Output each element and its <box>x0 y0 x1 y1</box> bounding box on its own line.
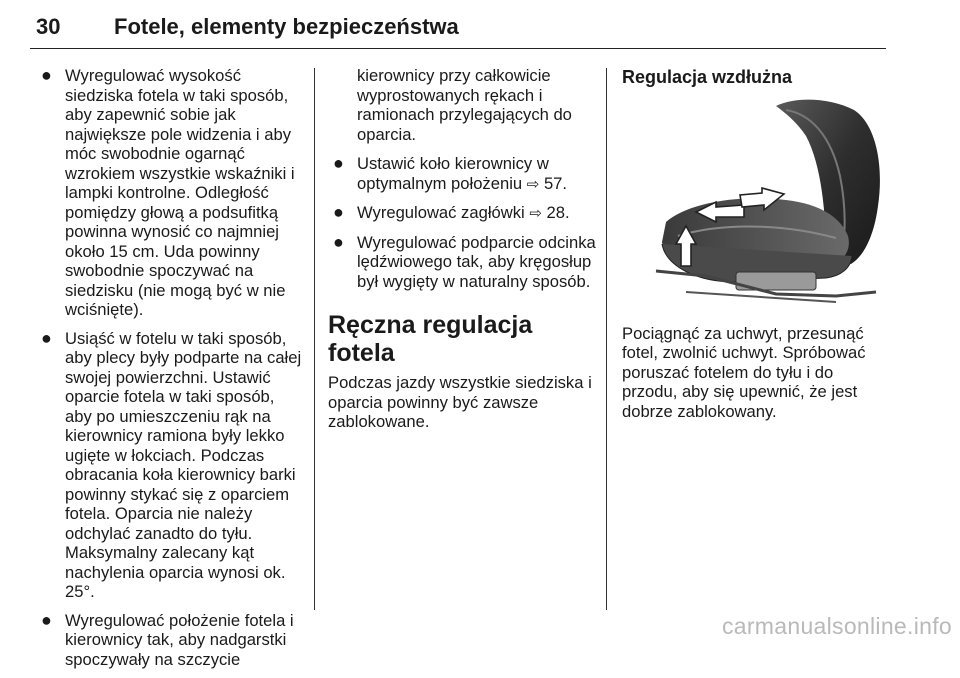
reference-arrow-icon[interactable]: ⇨ <box>529 205 542 222</box>
seat-adjustment-illustration <box>626 96 888 310</box>
page-reference[interactable]: 57. <box>543 173 568 193</box>
subsection-heading: Regulacja wzdłużna <box>622 67 793 87</box>
column-divider <box>606 68 607 610</box>
list-item: ● Usiąść w fotelu w taki sposób, aby plecy były podparte na całej swojej powierzchni. Ustawić oparcie fotela w taki sposób, aby po umieszczeniu rąk na kierownicy ramiona były lekko ugięte w łokciach. Podczas obracania koła kierownicy barki powinny stykać się z oparciem fotela. Oparcia nie należy odchylać zanadto do tyłu. Maksymalny zalecany kąt nachylenia oparcia wynosi ok. 25°. <box>41 327 302 601</box>
bullet-icon: ● <box>41 327 52 348</box>
column-right <box>622 66 888 421</box>
reference-arrow-icon[interactable]: ⇨ <box>526 175 540 193</box>
page-header <box>30 2 886 49</box>
list-item: ● Wyregulować podparcie odcinka lędźwiowego tak, aby kręgosłup był wygięty w naturalny sposób. <box>333 231 596 291</box>
bullet-icon: ● <box>333 202 344 222</box>
column-middle <box>328 66 596 432</box>
list-item: ● Wyregulować wysokość siedziska fotela w taki sposób, aby zapewnić sobie jak największe pole widzenia i aby móc swobodnie ogarnąć wzrokiem wszystkie wskaźniki i lampki kontrolne. Odległość pomiędzy głową a podsufitką powinna wynosić co najmniej około 15 cm. Uda powinny swobodnie spoczywać na siedzisku (nie mogą być w nie wciśnięte). <box>41 65 295 319</box>
bullet-icon: ● <box>333 153 344 173</box>
page-number: 30 <box>36 14 61 39</box>
section-heading: Ręczna regulacja fotela <box>328 311 533 367</box>
bullet-icon: ● <box>333 231 344 252</box>
column-divider <box>314 68 315 610</box>
list-item-continuation: kierownicy przy całkowicie wyprostowanych rękach i ramionach przylegających do oparcia. <box>357 66 572 144</box>
section-paragraph: Podczas jazdy wszystkie siedziska i oparcia powinny być zawsze zablokowane. <box>328 373 592 431</box>
list-item: ● Wyregulować położenie fotela i kierownicy tak, aby nadgarstki spoczywały na szczycie <box>41 609 294 669</box>
list-item: ● Ustawić koło kierownicy w optymalnym położeniu ⇨ 57. <box>333 153 568 193</box>
column-left <box>36 66 304 678</box>
list-item: ● Wyregulować zagłówki ⇨ 28. <box>333 202 570 222</box>
section-paragraph: Pociągnąć za uchwyt, przesunąć fotel, zwolnić uchwyt. Spróbować poruszać fotelem do tyłu i do przodu, aby się upewnić, że jest dobrze zablokowany. <box>622 323 866 421</box>
bullet-icon: ● <box>41 65 52 85</box>
page-reference[interactable]: 28. <box>546 203 570 222</box>
bullet-icon: ● <box>41 609 52 630</box>
watermark-text: carmanualsonline.info <box>721 613 952 639</box>
page-title: Fotele, elementy bezpieczeństwa <box>114 14 459 39</box>
